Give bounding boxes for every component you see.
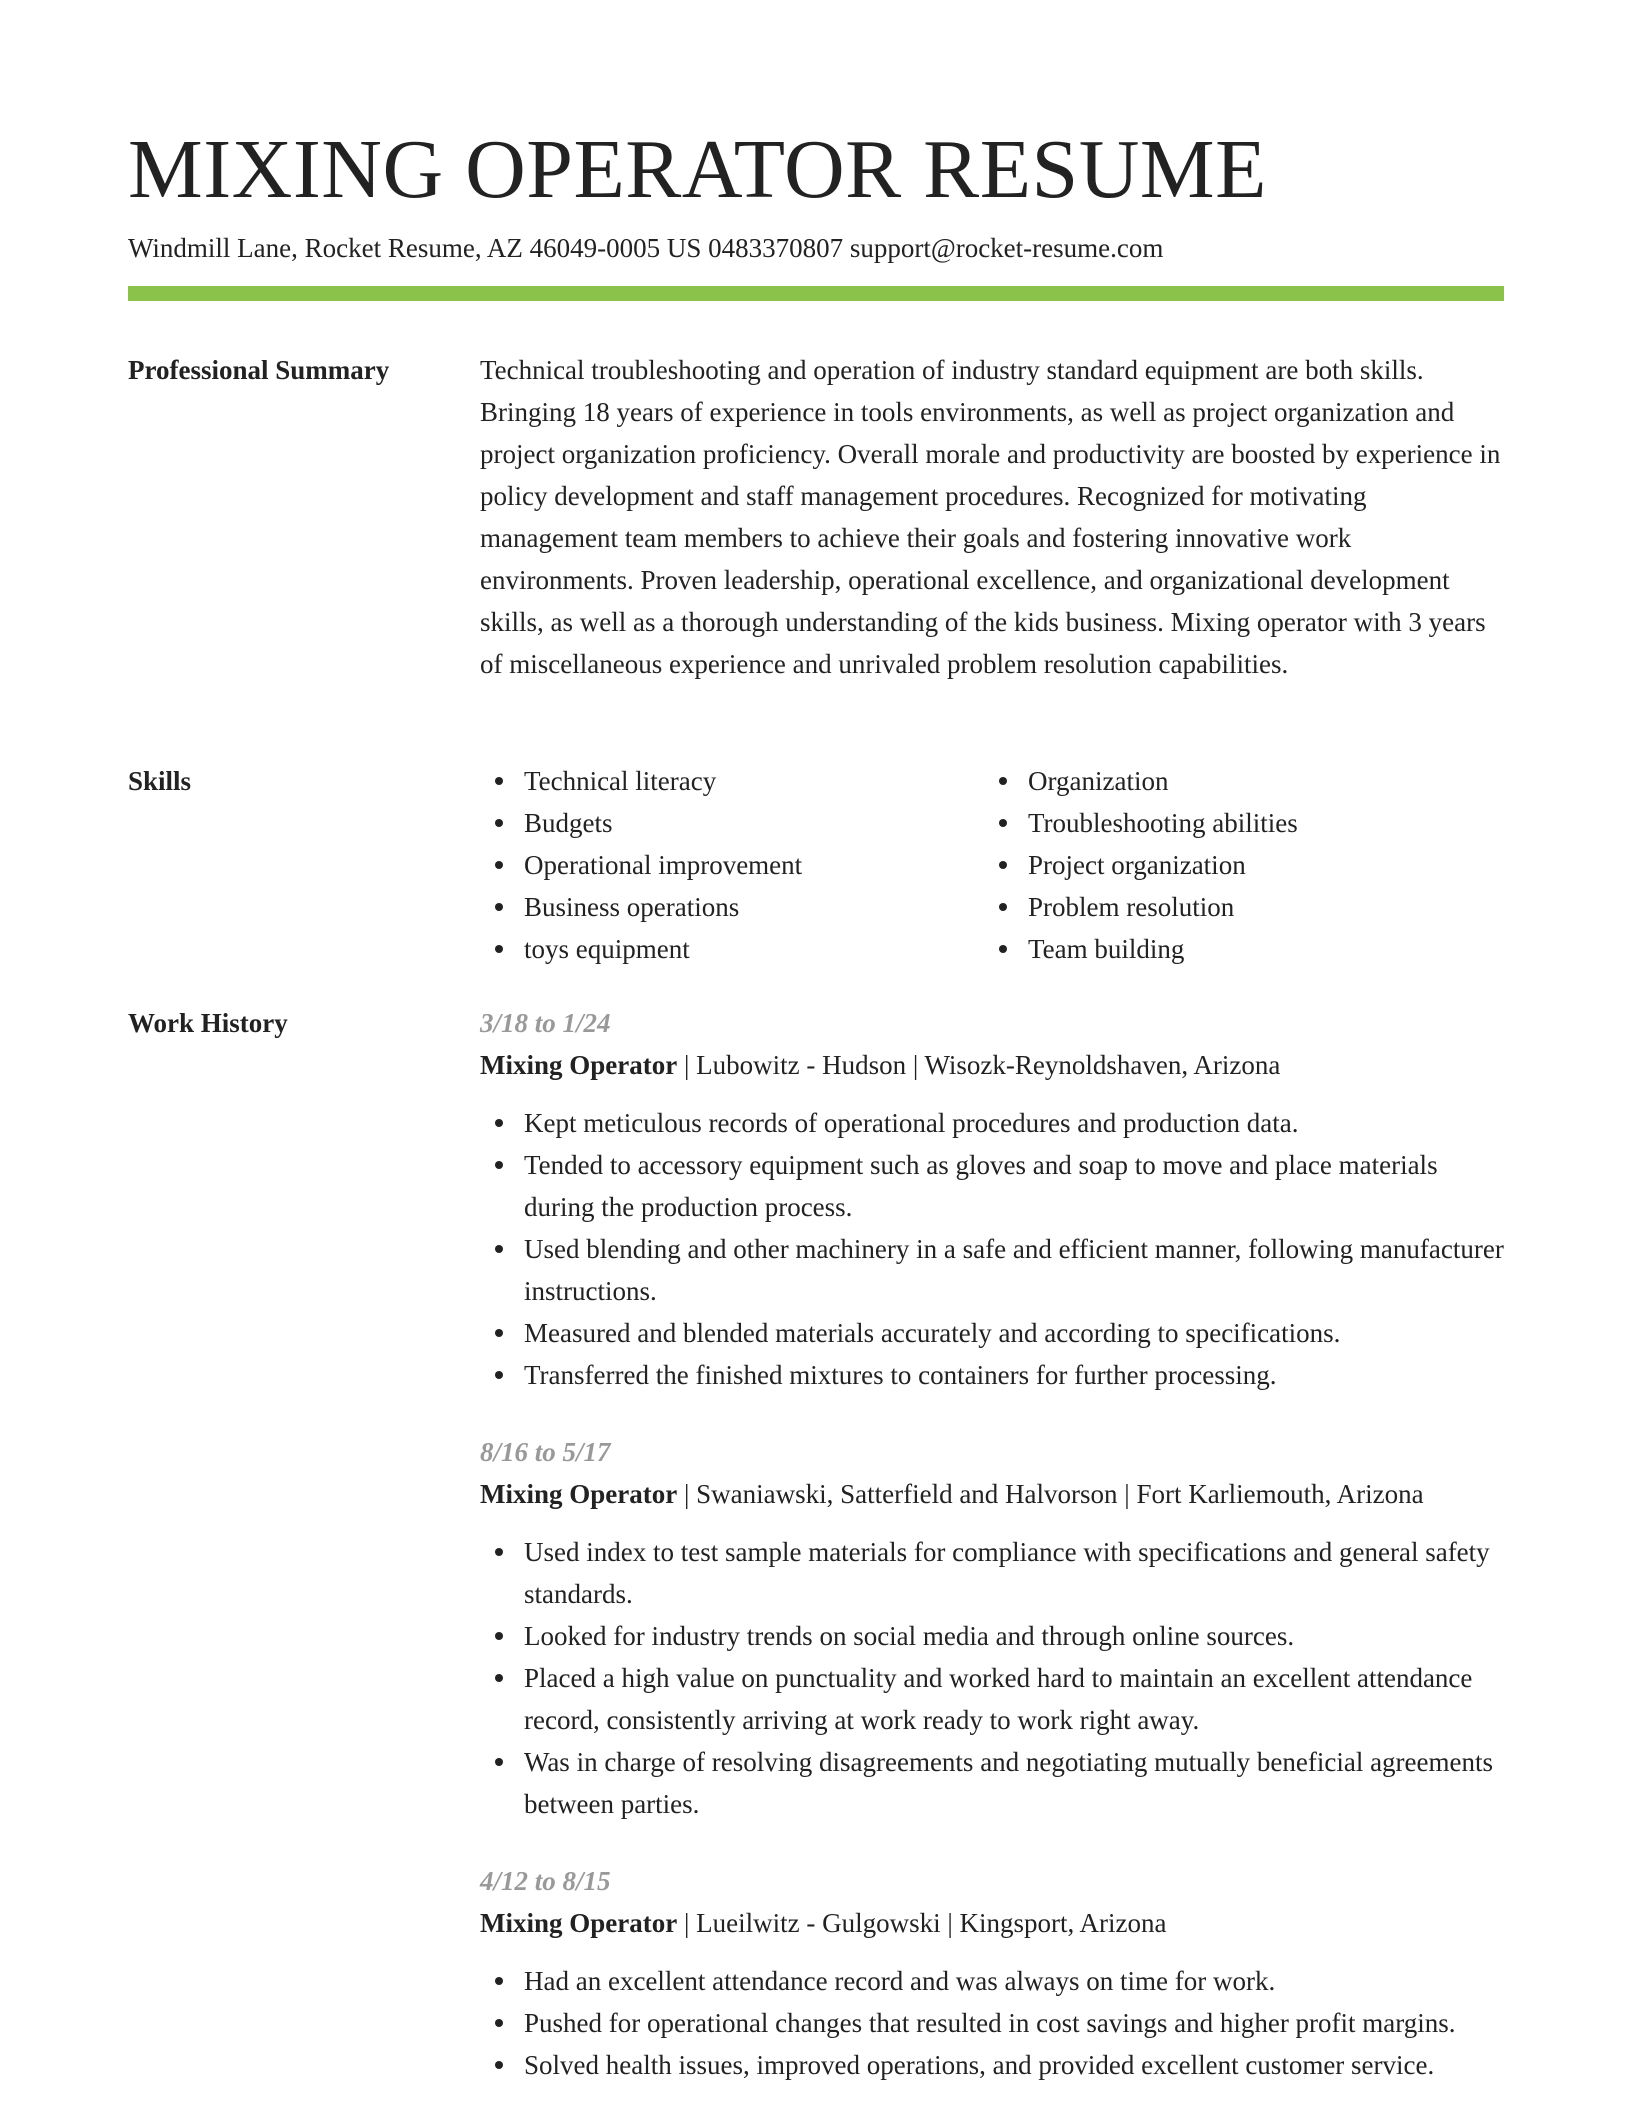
job-title: Mixing Operator	[480, 1050, 678, 1080]
skill-item: Budgets	[480, 802, 984, 844]
header-accent-rule	[128, 286, 1504, 301]
job-bullet-list	[480, 1531, 1504, 1825]
resume-title: MIXING OPERATOR RESUME	[128, 123, 1267, 216]
job-bullet: Used blending and other machinery in a safe and efficient manner, following manufacturer instructions.	[480, 1228, 1504, 1312]
skill-item: Team building	[984, 928, 1488, 970]
job-bullet: Placed a high value on punctuality and worked hard to maintain an excellent attendance record, consistently arriving at work ready to work right away.	[480, 1657, 1504, 1741]
skill-item: Business operations	[480, 886, 984, 928]
job-entry	[480, 1860, 1504, 2086]
skills-list-left	[480, 760, 984, 970]
job-bullet-list	[480, 1102, 1504, 1396]
job-bullet: Tended to accessory equipment such as gloves and soap to move and place materials during the production process.	[480, 1144, 1504, 1228]
skills-label: Skills	[128, 766, 192, 796]
summary-body	[480, 349, 1504, 685]
job-bullet: Was in charge of resolving disagreements and negotiating mutually beneficial agreements between parties.	[480, 1741, 1504, 1825]
job-dates: 3/18 to 1/24	[480, 1008, 611, 1038]
job-bullet: Looked for industry trends on social media and through online sources.	[480, 1615, 1504, 1657]
job-bullet: Pushed for operational changes that resulted in cost savings and higher profit margins.	[480, 2002, 1504, 2044]
skill-item: Project organization	[984, 844, 1488, 886]
job-entry	[480, 1431, 1504, 1825]
job-title: Mixing Operator	[480, 1908, 678, 1938]
job-dates: 8/16 to 5/17	[480, 1437, 611, 1467]
job-bullet: Transferred the finished mixtures to containers for further processing.	[480, 1354, 1504, 1396]
job-bullet: Solved health issues, improved operations, and provided excellent customer service.	[480, 2044, 1504, 2086]
job-title-line	[480, 1044, 1504, 1086]
work-history-body	[480, 1002, 1504, 2121]
job-employer-location: | Lubowitz - Hudson | Wisozk-Reynoldshaven, Arizona	[677, 1050, 1281, 1080]
skill-item: Troubleshooting abilities	[984, 802, 1488, 844]
job-title-line	[480, 1473, 1504, 1515]
skills-columns	[480, 760, 1504, 970]
job-title: Mixing Operator	[480, 1479, 678, 1509]
job-dates: 4/12 to 8/15	[480, 1866, 611, 1896]
summary-label: Professional Summary	[128, 355, 390, 385]
skill-item: toys equipment	[480, 928, 984, 970]
job-bullet: Used index to test sample materials for compliance with specifications and general safety standards.	[480, 1531, 1504, 1615]
contact-line: Windmill Lane, Rocket Resume, AZ 46049-0005 US 0483370807 support@rocket-resume.com	[128, 233, 1164, 263]
job-bullet-list	[480, 1960, 1504, 2086]
job-title-line	[480, 1902, 1504, 1944]
job-employer-location: | Swaniawski, Satterfield and Halvorson | Fort Karliemouth, Arizona	[677, 1479, 1424, 1509]
skill-item: Organization	[984, 760, 1488, 802]
skills-body	[480, 760, 1504, 970]
summary-text: Technical troubleshooting and operation of industry standard equipment are both skills. Bringing 18 years of experience in tools environments, as well as project organization and project organization proficiency. Overall morale and productivity are boosted by experience in policy development and staff management procedures. Recognized for motivating management team members to achieve their goals and fostering innovative work environments. Proven leadership, operational excellence, and organizational development skills, as well as a thorough understanding of the kids business. Mixing operator with 3 years of miscellaneous experience and unrivaled problem resolution capabilities.	[480, 355, 1501, 679]
skill-item: Technical literacy	[480, 760, 984, 802]
skills-list-right	[984, 760, 1488, 970]
skill-item: Problem resolution	[984, 886, 1488, 928]
work-history-label: Work History	[128, 1008, 288, 1038]
job-employer-location: | Lueilwitz - Gulgowski | Kingsport, Arizona	[677, 1908, 1167, 1938]
job-entry	[480, 1002, 1504, 1396]
job-bullet: Kept meticulous records of operational procedures and production data.	[480, 1102, 1504, 1144]
job-bullet: Measured and blended materials accurately and according to specifications.	[480, 1312, 1504, 1354]
job-bullet: Had an excellent attendance record and was always on time for work.	[480, 1960, 1504, 2002]
skill-item: Operational improvement	[480, 844, 984, 886]
